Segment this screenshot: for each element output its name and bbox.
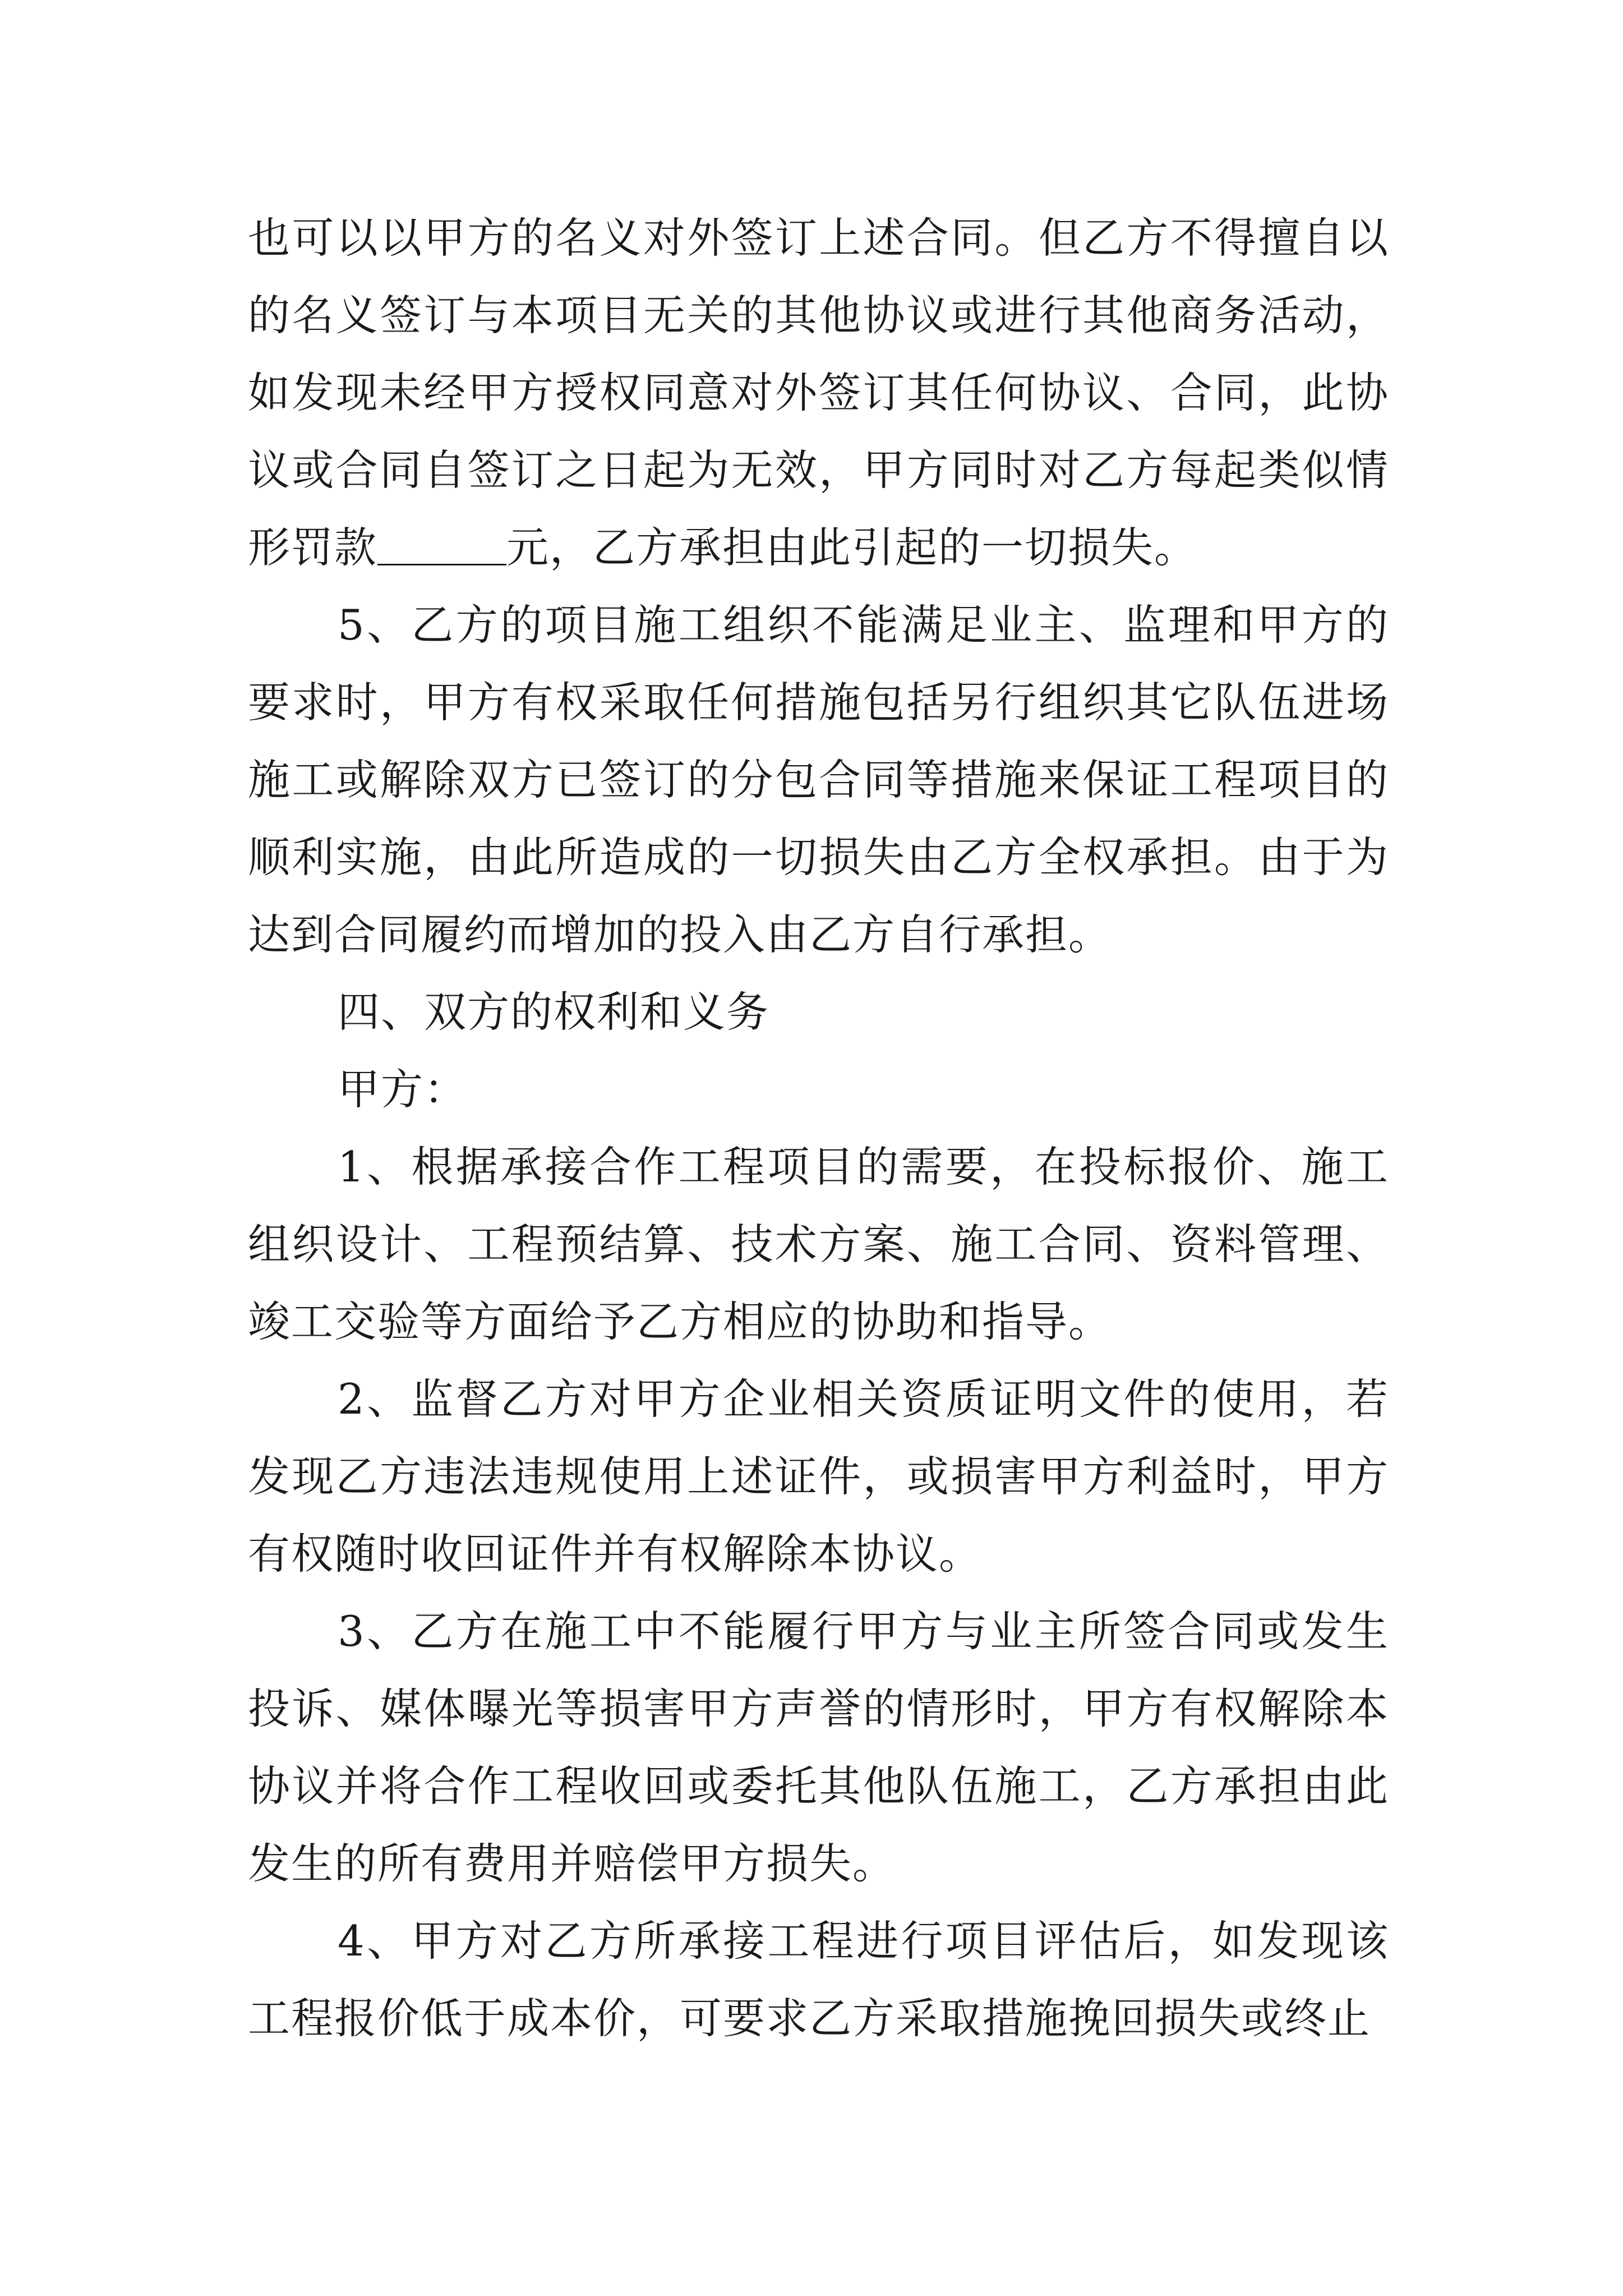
document-body <box>248 199 1389 2057</box>
paragraph-item-5: 5、乙方的项目施工组织不能满足业主、监理和甲方的要求时，甲方有权采取任何措施包括另行组织其它队伍进场施工或解除双方已签订的分包合同等措施来保证工程项目的顺利实施，由此所造成的一切损失由乙方全权承担。由于为达到合同履约而增加的投入由乙方自行承担。 <box>248 600 1389 959</box>
party-a-heading: 甲方： <box>338 1065 468 1114</box>
paragraph-text: 也可以以甲方的名义对外签订上述合同。但乙方不得擅自以的名义签订与本项目无关的其他协议或进行其他商务活动，如发现未经甲方授权同意对外签订其任何协议、合同，此协议或合同自签订之日起为无效，甲方同时对乙方每起类似情形罚款 <box>248 213 1389 572</box>
fill-in-blank <box>377 524 506 565</box>
paragraph-item-1: 1、根据承接合作工程项目的需要，在投标报价、施工组织设计、工程预结算、技术方案、施工合同、资料管理、竣工交验等方面给予乙方相应的协助和指导。 <box>248 1142 1389 1346</box>
paragraph-item-2: 2、监督乙方对甲方企业相关资质证明文件的使用，若发现乙方违法违规使用上述证件，或损害甲方利益时，甲方有权随时收回证件并有权解除本协议。 <box>248 1374 1389 1579</box>
paragraph-item-3: 3、乙方在施工中不能履行甲方与业主所签合同或发生投诉、媒体曝光等损害甲方声誉的情形时，甲方有权解除本协议并将合作工程收回或委托其他队伍施工，乙方承担由此发生的所有费用并赔偿甲方损失。 <box>248 1607 1389 1888</box>
section-heading: 四、双方的权利和义务 <box>338 987 770 1037</box>
paragraph-contract-signing <box>248 199 1389 586</box>
paragraph-item-4: 4、甲方对乙方所承接工程进行项目评估后，如发现该工程报价低于成本价，可要求乙方采取措施挽回损失或终止 <box>248 1916 1389 2043</box>
paragraph-text: 元，乙方承担由此引起的一切损失。 <box>506 523 1198 572</box>
